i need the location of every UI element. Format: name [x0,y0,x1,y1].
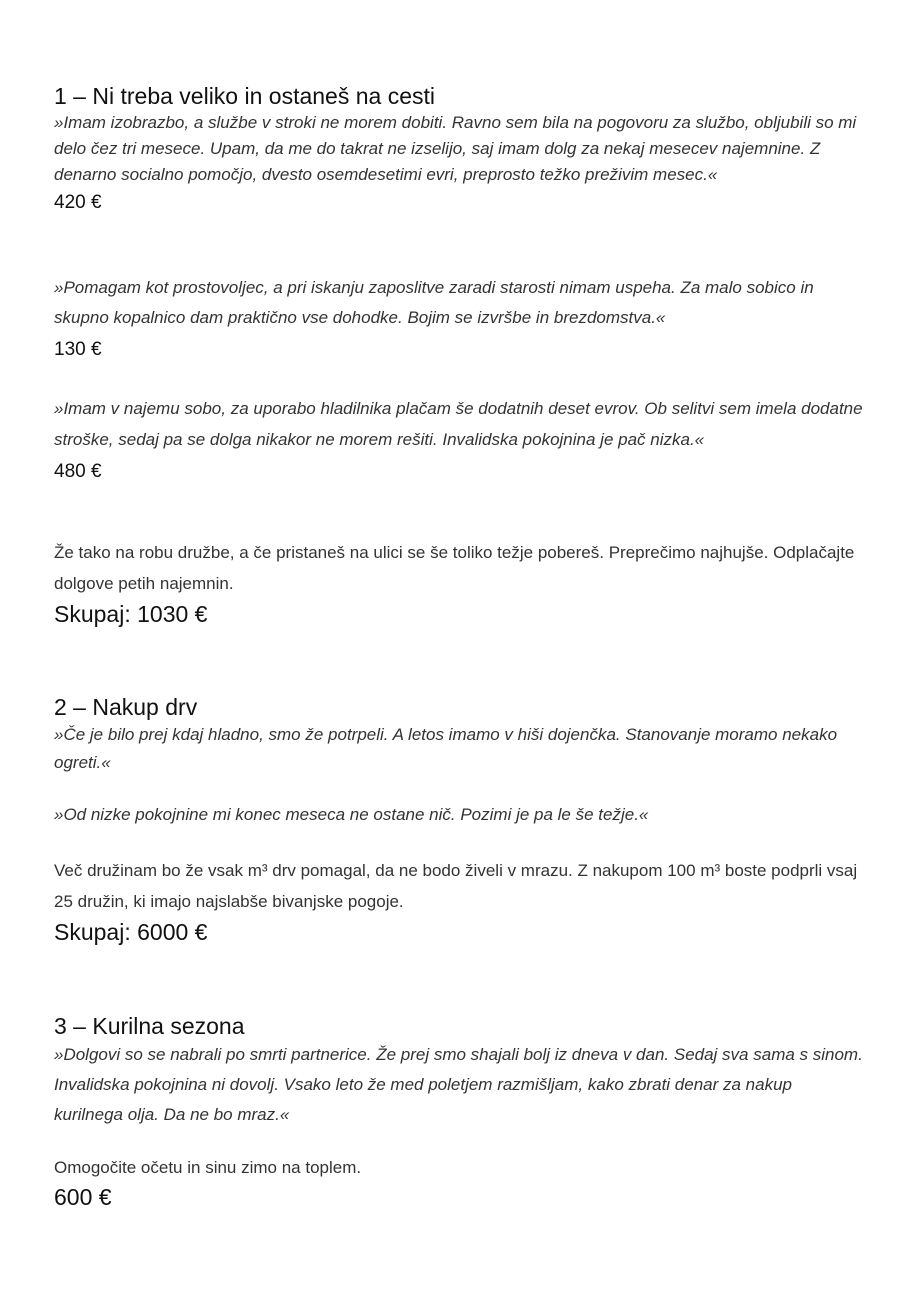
section-2 [54,693,864,777]
section-3 [54,1012,864,1130]
section-1-amount-3: 480 € [54,461,102,482]
section-3-summary-block [54,1154,864,1211]
section-2-total: Skupaj: 6000 € [54,919,208,945]
section-1-summary: Že tako na robu družbe, a če pristaneš na ulici se še toliko težje pobereš. Preprečimo najhujše. Odplačajte dolgove petih najemnin. [54,543,855,593]
section-3-quote-1: »Dolgovi so se nabrali po smrti partnerice. Že prej smo shajali bolj iz dneva v dan. Sedaj sva sama s sinom. Invalidska pokojnina ni dovolj. Vsako leto že med poletjem razmišljam, kako zbrati denar za nakup kurilnega olja. Da ne bo mraz.« [54,1045,863,1124]
section-1-amount-2: 130 € [54,339,102,360]
section-1-case-3 [54,393,864,483]
section-1 [54,82,864,214]
section-1-total: Skupaj: 1030 € [54,601,208,627]
section-1-quote-1: »Imam izobrazbo, a službe v stroki ne morem dobiti. Ravno sem bila na pogovoru za službo, obljubili so mi delo čez tri mesece. Upam, da me do takrat ne izselijo, saj imam dolg za nekaj mesecev najemnine. Z denarno socialno pomočjo, dvesto osemdesetimi evri, preprosto težko preživim mesec.« [54,113,857,184]
section-1-quote-3: »Imam v najemu sobo, za uporabo hladilnika plačam še dodatnih deset evrov. Ob selitvi sem imela dodatne stroške, sedaj pa se dolga nikakor ne morem rešiti. Invalidska pokojnina je pač nizka.« [54,399,863,449]
section-3-summary: Omogočite očetu in sinu zimo na toplem. [54,1158,362,1177]
section-2-quote-2: »Od nizke pokojnine mi konec meseca ne ostane nič. Pozimi je pa le še težje.« [54,805,649,824]
section-3-total: 600 € [54,1184,112,1210]
section-3-heading: 3 – Kurilna sezona [54,1013,245,1039]
section-2-quote-1: »Če je bilo prej kdaj hladno, smo že potrpeli. A letos imamo v hiši dojenčka. Stanovanje moramo nekako ogreti.« [54,725,838,772]
section-1-quote-2: »Pomagam kot prostovoljec, a pri iskanju zaposlitve zaradi starosti nimam uspeha. Za malo sobico in skupno kopalnico dam praktično vse dohodke. Bojim se izvršbe in brezdomstva.« [54,278,814,327]
section-2-summary-block [54,855,864,946]
section-1-heading: 1 – Ni treba veliko in ostaneš na cesti [54,83,435,109]
section-1-summary-block [54,537,864,628]
section-1-amount-1: 420 € [54,192,102,213]
section-2-summary: Več družinam bo že vsak m³ drv pomagal, da ne bodo živeli v mrazu. Z nakupom 100 m³ boste podprli vsaj 25 družin, ki imajo najslabše bivanjske pogoje. [54,861,858,911]
section-2-case-2 [54,800,864,830]
section-2-heading: 2 – Nakup drv [54,694,198,720]
section-1-case-2 [54,273,864,361]
